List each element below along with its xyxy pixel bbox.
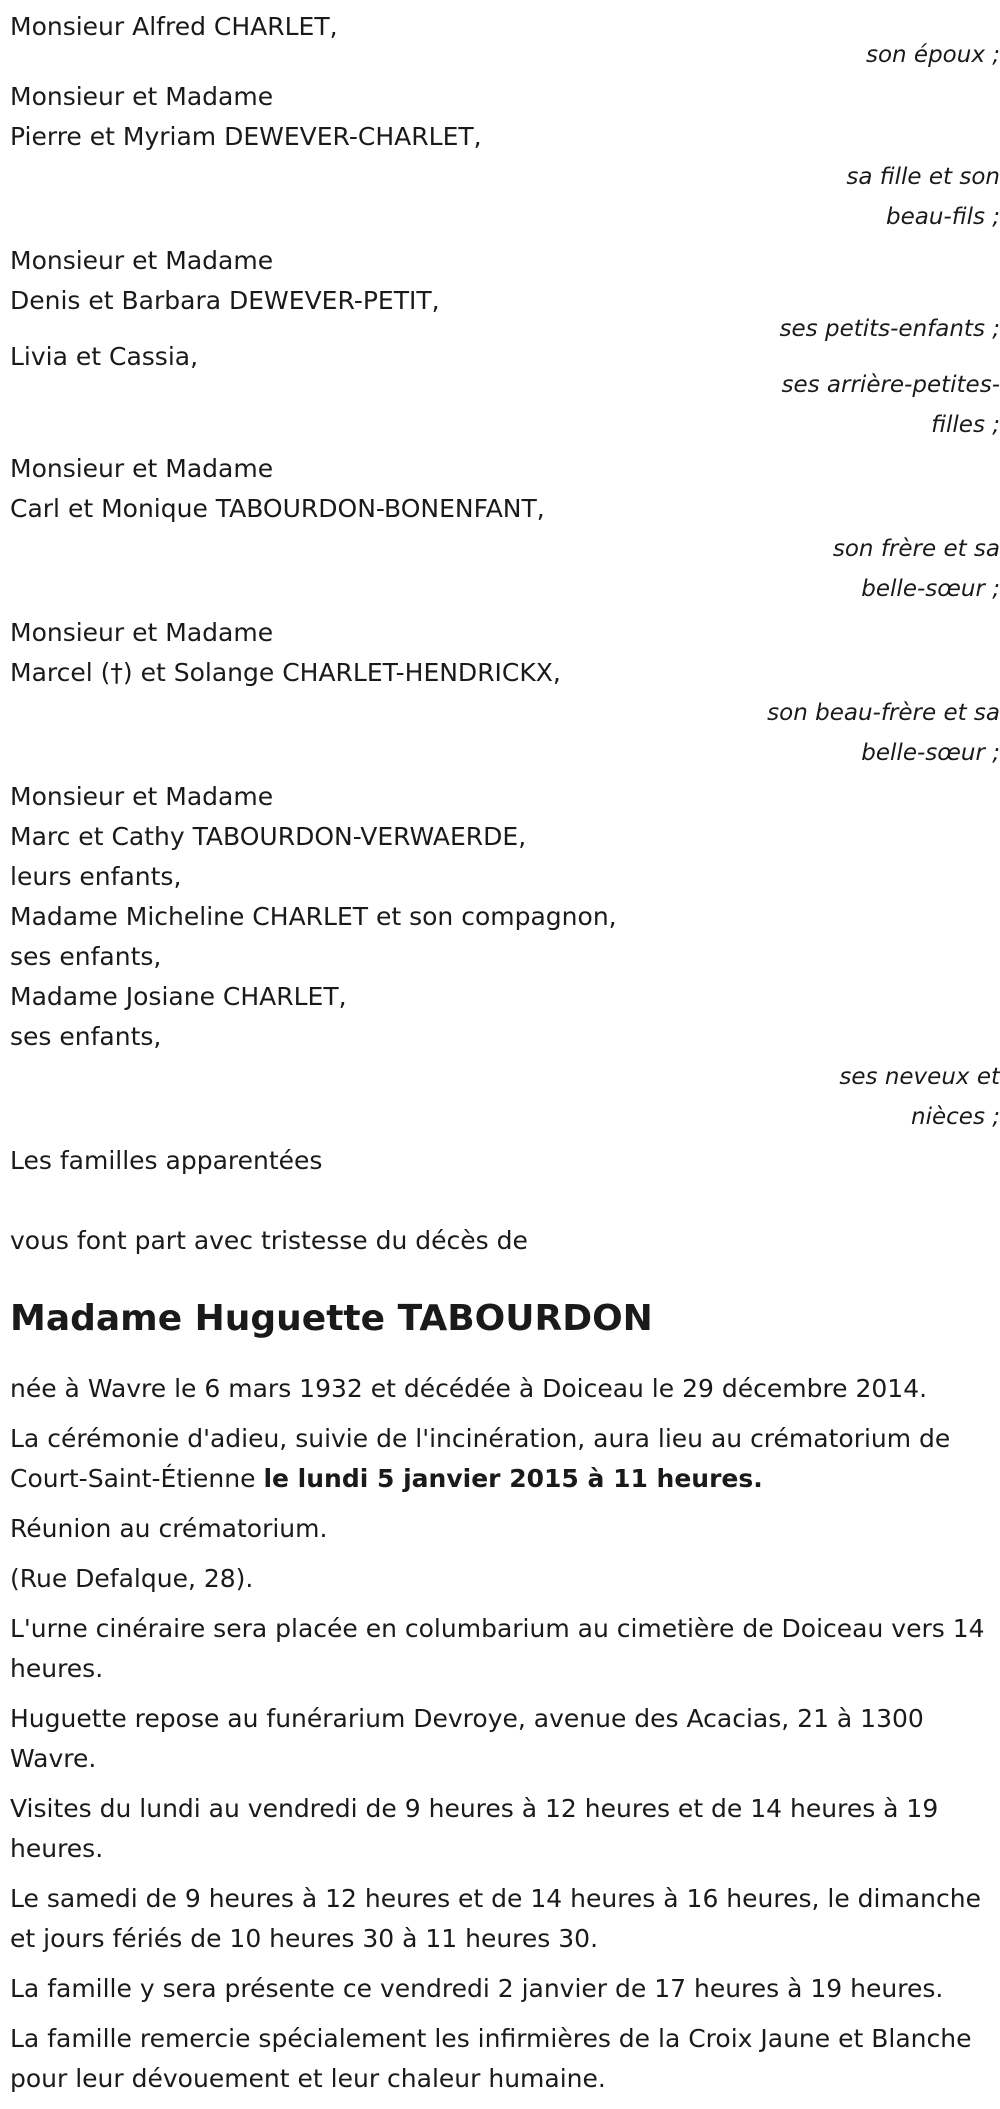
relation-line: sa fille et son [846,164,1000,190]
ceremony-date: le lundi 5 janvier 2015 à 11 heures. [263,1464,763,1493]
family-entry [10,777,1000,1137]
family-present-paragraph: La famille y sera présente ce vendredi 2 janvier de 17 heures à 19 heures. [10,1974,944,2003]
relation-label [10,693,1000,773]
relation-line: beau-fils ; [885,204,1000,230]
family-names [10,613,1000,693]
name-line: Livia et Cassia, [10,342,199,371]
weekend-paragraph: Le samedi de 9 heures à 12 heures et de 14 heures à 16 heures, le dimanche et jours fériés de 10 heures 30 à 11 heures 30. [10,1884,981,1953]
family-names [10,77,1000,157]
relation-line: belle-sœur ; [861,740,1000,766]
relation-line: son beau-frère et sa [767,700,1000,726]
name-line: Carl et Monique TABOURDON-BONENFANT, [10,494,545,523]
family-entry [10,613,1000,773]
birth-death-paragraph: née à Wavre le 6 mars 1932 et décédée à Doiceau le 29 décembre 2014. [10,1374,928,1403]
relation-label [10,157,1000,237]
ceremony-text: La cérémonie d'adieu, suivie de l'incinération, aura lieu au crématorium de Court-Saint-Étienne [10,1424,951,1493]
name-line: Monsieur Alfred CHARLET, [10,12,338,41]
family-entry [10,77,1000,237]
rest-paragraph: Huguette repose au funérarium Devroye, avenue des Acacias, 21 à 1300 Wavre. [10,1704,924,1773]
name-line: ses enfants, [10,1022,162,1051]
name-line: Pierre et Myriam DEWEVER-CHARLET, [10,122,482,151]
name-line: leurs enfants, [10,862,182,891]
ceremony-paragraph [10,1419,1000,1499]
relation-line: ses petits-enfants ; [779,316,1000,342]
announce-line: vous font part avec tristesse du décès de [10,1226,528,1255]
relation-line: son époux ; [865,42,1000,68]
relation-label [10,365,1000,445]
name-line: Monsieur et Madame [10,782,274,811]
family-names [10,449,1000,529]
relation-label [10,1057,1000,1137]
name-line: Monsieur et Madame [10,246,274,275]
name-line: Monsieur et Madame [10,82,274,111]
obituary-document [10,7,1000,2109]
address-paragraph: (Rue Defalque, 28). [10,1564,254,1593]
relation-line: son frère et sa [832,536,1000,562]
family-entry [10,337,1000,445]
name-line: Monsieur et Madame [10,454,274,483]
relation-line: ses arrière-petites- [781,372,1000,398]
name-line: Marcel (†) et Solange CHARLET-HENDRICKX, [10,658,561,687]
name-line: Madame Micheline CHARLET et son compagnon, [10,902,617,931]
family-entry [10,7,1000,75]
families-line: Les familles apparentées [10,1146,323,1175]
meeting-paragraph: Réunion au crématorium. [10,1514,328,1543]
family-entry [10,449,1000,609]
family-entry [10,241,1000,349]
relation-line: ses neveux et [839,1064,1000,1090]
relation-line: belle-sœur ; [861,576,1000,602]
name-line: Marc et Cathy TABOURDON-VERWAERDE, [10,822,527,851]
relation-line: filles ; [931,412,1000,438]
name-line: Denis et Barbara DEWEVER-PETIT, [10,286,440,315]
deceased-name: Madame Huguette TABOURDON [10,1298,653,1339]
name-line: ses enfants, [10,942,162,971]
name-line: Monsieur et Madame [10,618,274,647]
relation-line: nièces ; [911,1104,1000,1130]
name-line: Madame Josiane CHARLET, [10,982,347,1011]
relation-label [10,529,1000,609]
family-names [10,777,1000,1057]
visits-paragraph: Visites du lundi au vendredi de 9 heures à 12 heures et de 14 heures à 19 heures. [10,1794,939,1863]
urn-paragraph: L'urne cinéraire sera placée en columbarium au cimetière de Doiceau vers 14 heures. [10,1614,985,1683]
thanks-paragraph: La famille remercie spécialement les infirmières de la Croix Jaune et Blanche pour leur dévouement et leur chaleur humaine. [10,2024,972,2093]
